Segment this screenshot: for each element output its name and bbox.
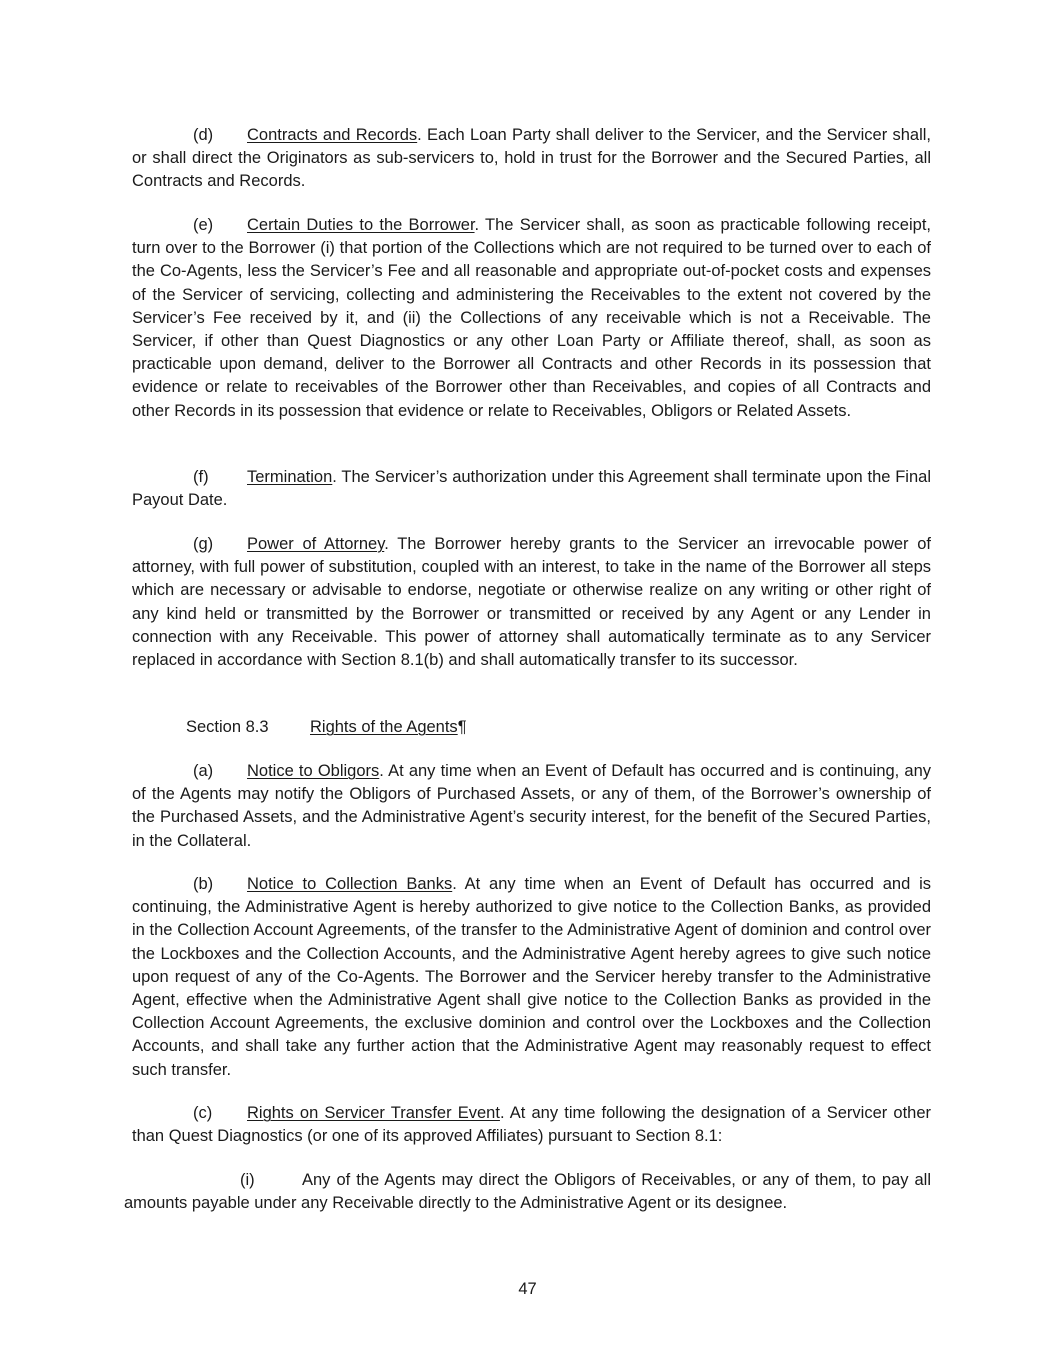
- paragraph-heading: Rights on Servicer Transfer Event: [247, 1104, 500, 1122]
- paragraph-body: . Each Loan Party shall deliver to the Servicer, and the Servicer shall, or shall direct the Originators as sub-servicers to, hold in trust for the Borrower and the Secured Parties, all Contracts and Records.: [132, 126, 931, 191]
- section-number: Section 8.3: [186, 718, 269, 736]
- paragraph-label: (i): [240, 1171, 255, 1189]
- paragraph-label: (b): [193, 875, 214, 893]
- paragraph-heading: Certain Duties to the Borrower: [247, 216, 475, 234]
- paragraph-label: (g): [193, 535, 214, 553]
- section-title: Rights of the Agents: [310, 718, 458, 736]
- paragraph-body: Any of the Agents may direct the Obligors of Receivables, or any of them, to pay all amounts payable under any Receivable directly to the Administrative Agent or its designee.: [124, 1171, 931, 1213]
- paragraph-body: . At any time following the designation of a Servicer other than Quest Diagnostics (or one of its approved Affiliates) pursuant to Section 8.1:: [132, 1104, 932, 1146]
- paragraph-label: (d): [193, 126, 214, 144]
- paragraph-g: [132, 533, 931, 672]
- paragraph-heading: Notice to Collection Banks: [247, 875, 453, 893]
- paragraph-heading: Termination: [247, 468, 333, 486]
- paragraph-a: [132, 760, 931, 853]
- paragraph-body: . The Borrower hereby grants to the Servicer an irrevocable power of attorney, with full power of substitution, coupled with an interest, to take in the name of the Borrower all steps which are necessary or advisable to endorse, negotiate or otherwise realize on any writing or other right of any kind held or transmitted by the Borrower or transmitted or received by any Agent or any Lender in connection with any Receivable. This power of attorney shall automatically terminate as to any Servicer replaced in accordance with Section 8.1(b) and shall automatically transfer to its successor.: [132, 535, 931, 670]
- paragraph-mark: ¶: [457, 718, 467, 736]
- paragraph-d: [132, 124, 931, 194]
- paragraph-c: [132, 1102, 931, 1148]
- paragraph-body: . The Servicer’s authorization under this Agreement shall terminate upon the Final Payout Date.: [132, 468, 931, 510]
- paragraph-label: (a): [193, 762, 214, 780]
- paragraph-e: [132, 214, 931, 423]
- paragraph-f: [132, 466, 931, 512]
- paragraph-heading: Notice to Obligors: [247, 762, 380, 780]
- paragraph-c-i: [124, 1169, 931, 1215]
- paragraph-b: [132, 873, 931, 1082]
- paragraph-label: (e): [193, 216, 214, 234]
- paragraph-label: (c): [193, 1104, 213, 1122]
- page-number: 47: [518, 1280, 537, 1298]
- paragraph-label: (f): [193, 468, 209, 486]
- paragraph-body: . The Servicer shall, as soon as practicable following receipt, turn over to the Borrower (i) that portion of the Collections which are not required to be turned over to each of the Co-Agents, less the Servicer’s Fee and all reasonable and appropriate out-of-pocket costs and expenses of the Servicer of servicing, collecting and administering the Receivables to the extent not covered by the Servicer’s Fee received by it, and (ii) the Collections of any receivable which is not a Receivable. The Servicer, if other than Quest Diagnostics or any other Loan Party or Affiliate thereof, shall, as soon as practicable upon demand, deliver to the Borrower all Contracts and other Records in its possession that evidence or relate to receivables of the Borrower other than Receivables, and copies of all Contracts and other Records in its possession that evidence or relate to Receivables, Obligors or Related Assets.: [132, 216, 931, 420]
- paragraph-heading: Power of Attorney: [247, 535, 385, 553]
- paragraph-body: . At any time when an Event of Default has occurred and is continuing, the Administrative Agent is hereby authorized to give notice to the Collection Banks, as provided in the Collection Account Agreements, of the transfer to the Administrative Agent of dominion and control over the Lockboxes and the Collection Accounts, and the Administrative Agent hereby agrees to give such notice upon request of any of the Co-Agents. The Borrower and the Servicer hereby transfer to the Administrative Agent, effective when the Administrative Agent shall give notice to the Collection Banks as provided in the Collection Account Agreements, the exclusive dominion and control over the Lockboxes and the Collection Accounts, and shall take any further action that the Administrative Agent may reasonably request to effect such transfer.: [132, 875, 931, 1079]
- section-heading: [186, 716, 467, 739]
- paragraph-heading: Contracts and Records: [247, 126, 418, 144]
- paragraph-body: . At any time when an Event of Default has occurred and is continuing, any of the Agents may notify the Obligors of Purchased Assets, or any of them, of the Borrower’s ownership of the Purchased Assets, and the Administrative Agent’s security interest, for the benefit of the Secured Parties, in the Collateral.: [132, 762, 932, 850]
